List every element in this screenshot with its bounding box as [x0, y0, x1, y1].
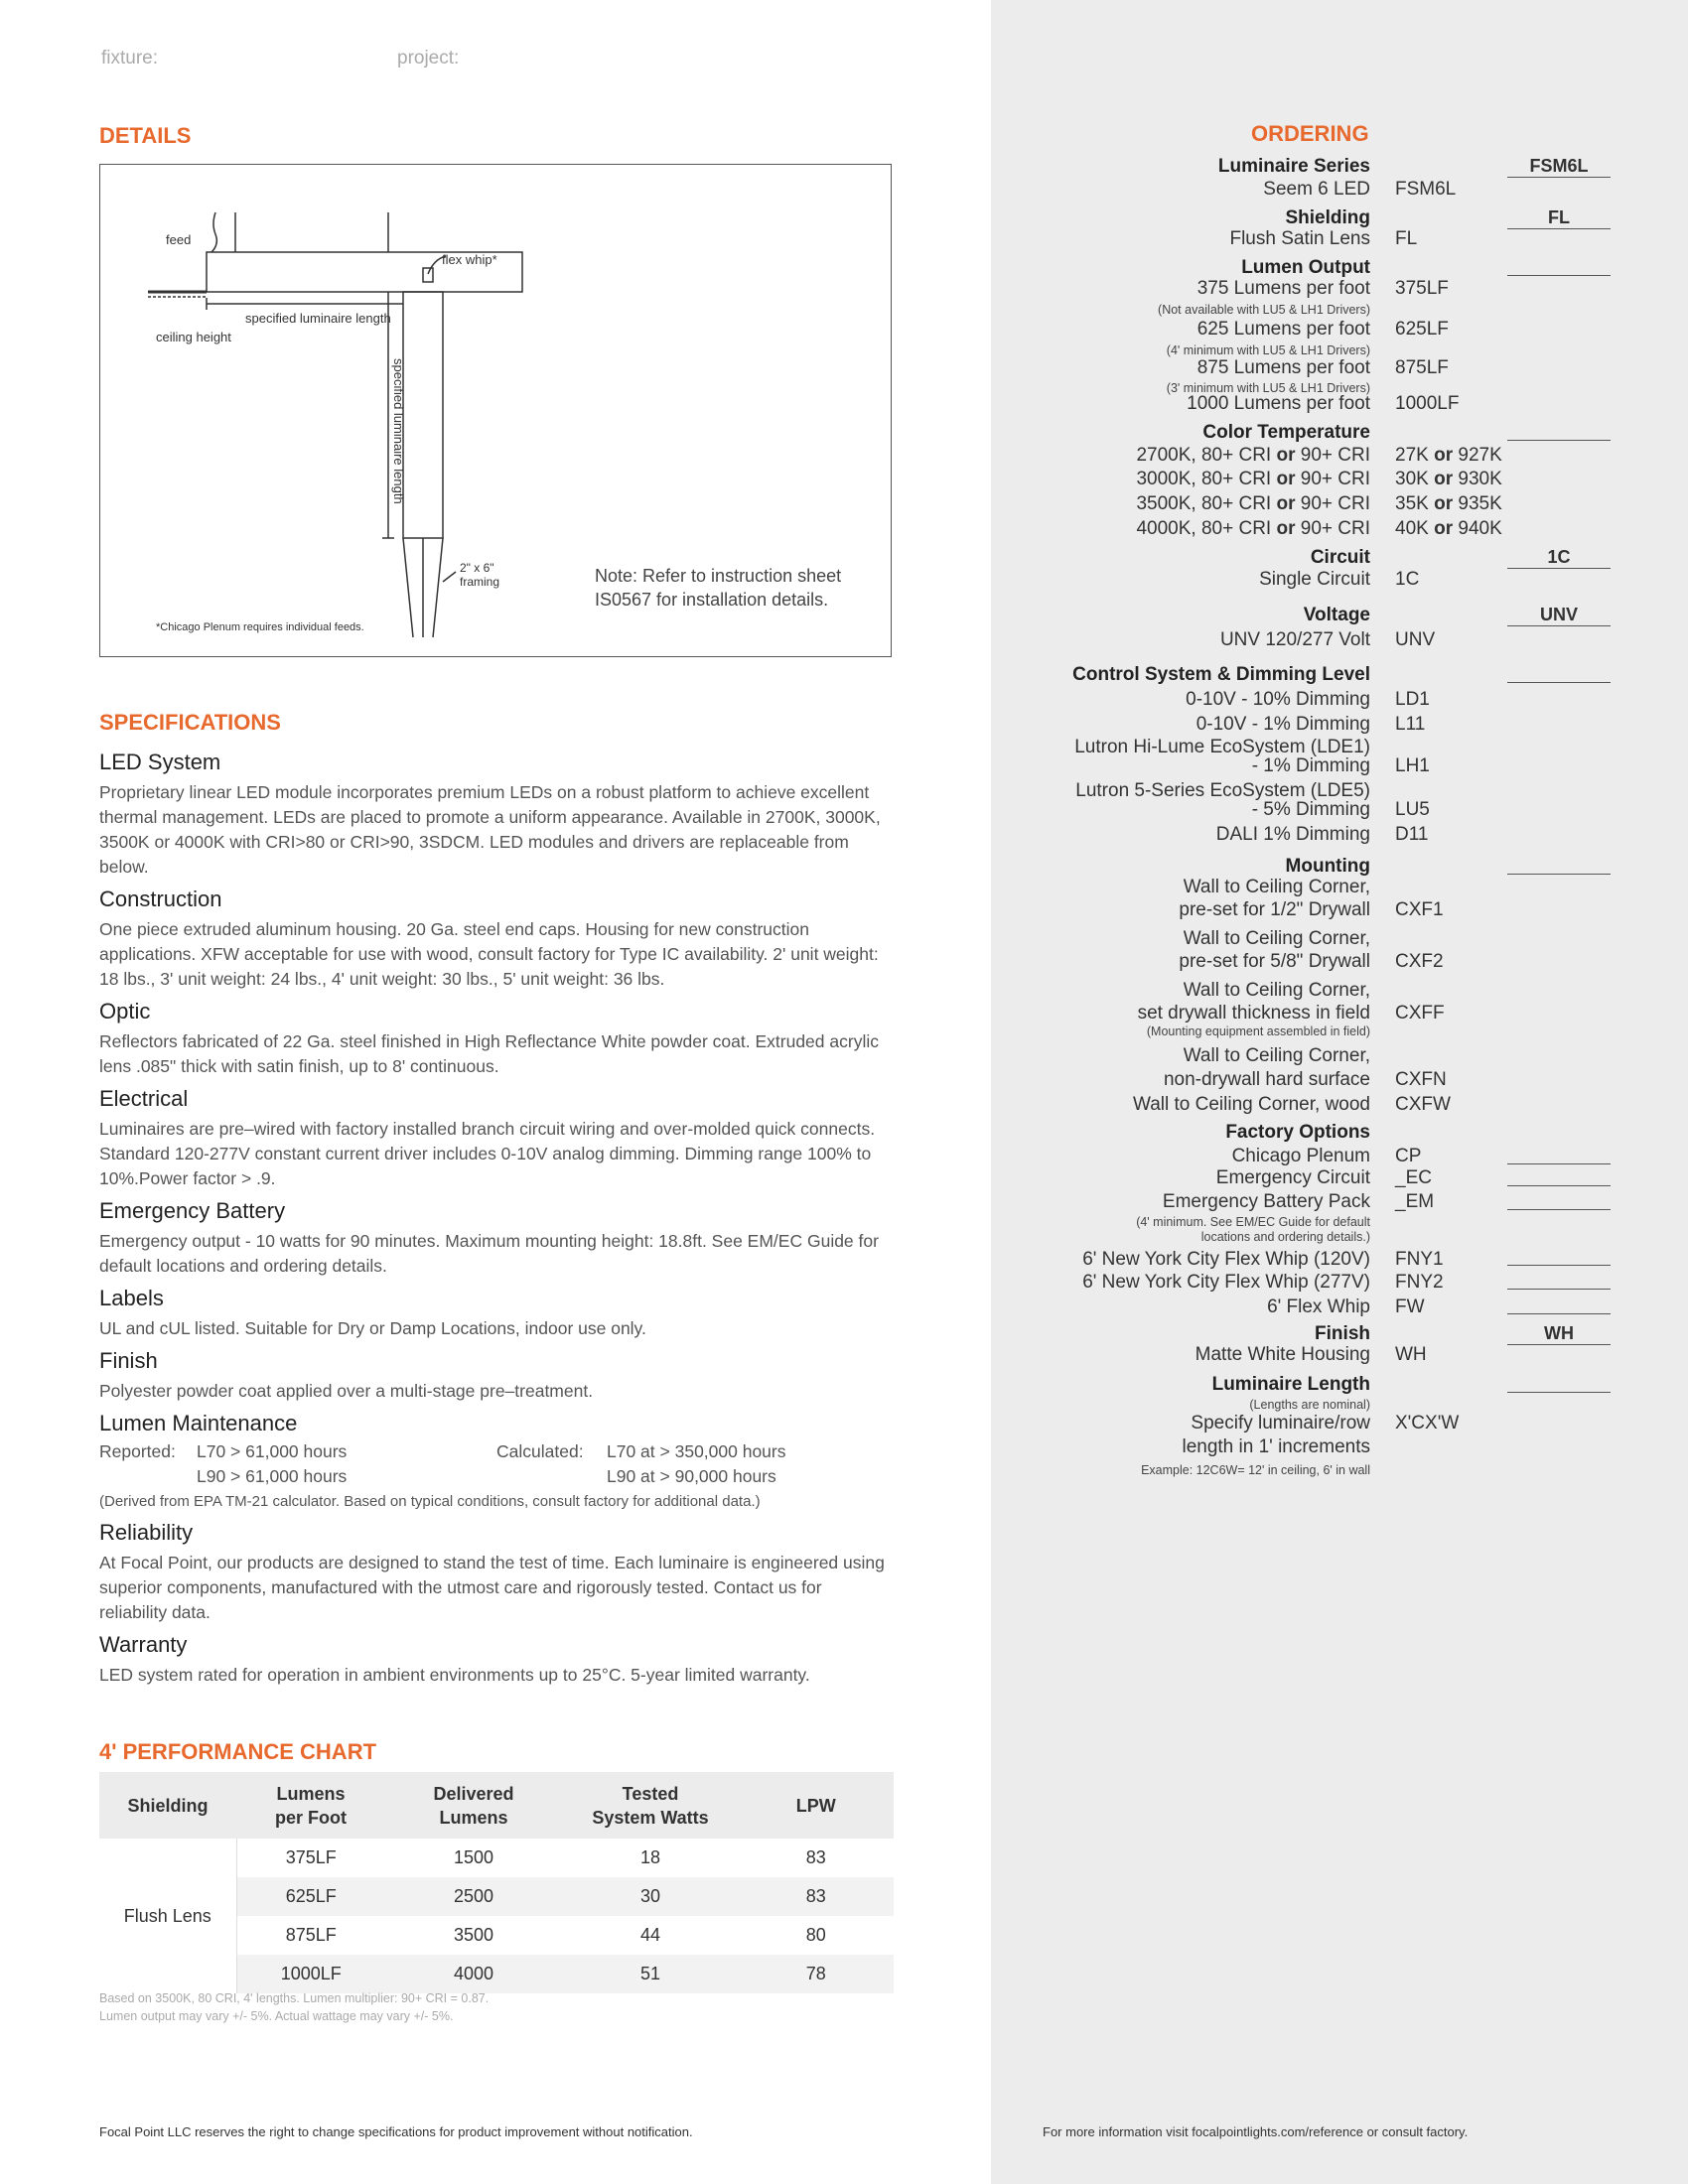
factory-option-fny2: 6' New York City Flex Whip (277V): [1082, 1272, 1370, 1293]
reported-l90: L90 > 61,000 hours: [197, 1466, 348, 1486]
luminaire-series-code: FSM6L: [1395, 179, 1457, 200]
lumen-output-note-625: (4' minimum with LU5 & LH1 Drivers): [1166, 343, 1370, 357]
shielding-code: FL: [1395, 228, 1418, 249]
lumen-output-option-375: 375 Lumens per foot: [1196, 278, 1370, 299]
footer-more-info: For more information visit focalpointlights.com/reference or consult factory.: [1043, 2124, 1469, 2139]
emergency-battery-heading: Emergency Battery: [99, 1198, 286, 1223]
or-text: or: [1434, 493, 1454, 514]
control-option-lu5-line2: - 5% Dimming: [1251, 799, 1370, 820]
warranty-heading: Warranty: [99, 1632, 188, 1657]
luminaire-series-selection[interactable]: FSM6L: [1507, 156, 1611, 178]
factory-options-heading: Factory Options: [1225, 1122, 1370, 1143]
mounting-option-cxff-line1: Wall to Ceiling Corner,: [1183, 980, 1370, 1001]
mounting-heading: Mounting: [1285, 856, 1370, 877]
col-shielding: Shielding: [99, 1772, 236, 1839]
mounting-option-cxf2-line2: pre-set for 5/8" Drywall: [1179, 951, 1370, 972]
or-text: or: [1276, 469, 1296, 489]
code-40k: 40K: [1395, 518, 1429, 539]
control-system-heading: Control System & Dimming Level: [1072, 664, 1370, 685]
factory-option-fny1: 6' New York City Flex Whip (120V): [1082, 1249, 1370, 1270]
ceiling-height-label: ceiling height: [156, 330, 231, 344]
finish-code: WH: [1395, 1344, 1427, 1365]
control-system-selection[interactable]: [1507, 664, 1611, 683]
system-watts-cell: 51: [562, 1955, 739, 1993]
code-30k: 30K: [1395, 469, 1429, 489]
lumens-per-foot-cell: 1000LF: [236, 1955, 385, 1993]
finish-option: Matte White Housing: [1195, 1344, 1370, 1365]
code-27k: 27K: [1395, 445, 1429, 466]
color-temp-option-3000: [1136, 469, 1370, 490]
system-watts-cell: 30: [562, 1877, 739, 1916]
factory-option-em-selection[interactable]: [1507, 1191, 1611, 1210]
system-watts-cell: 18: [639, 1847, 661, 1867]
control-option-d11: DALI 1% Dimming: [1215, 824, 1370, 845]
color-temperature-selection[interactable]: [1507, 422, 1611, 441]
color-temp-option-3500: [1136, 493, 1370, 515]
luminaire-length-code: X'CX'W: [1395, 1413, 1460, 1433]
lpw-cell: 80: [805, 1925, 826, 1945]
or-text: or: [1434, 518, 1454, 539]
construction-heading: Construction: [99, 887, 222, 911]
performance-note-1: Based on 3500K, 80 CRI, 4' lengths. Lumen multiplier: 90+ CRI = 0.87.: [99, 1991, 490, 2005]
col-tested-system-watts: Tested System Watts: [562, 1772, 739, 1839]
warranty-text: LED system rated for operation in ambient environments up to 25°C. 5-year limited warranty.: [99, 1665, 810, 1685]
specified-length-label-horizontal: specified luminaire length: [245, 311, 391, 326]
color-temp-3000-90: 90+ CRI: [1300, 469, 1370, 489]
mounting-option-cxf2-line1: Wall to Ceiling Corner,: [1183, 928, 1370, 949]
lpw-cell: 78: [739, 1955, 894, 1993]
table-row: [99, 1839, 894, 1877]
factory-code-ec: _EC: [1395, 1167, 1432, 1188]
voltage-code: UNV: [1395, 629, 1436, 650]
delivered-lumens-cell: 4000: [385, 1955, 562, 1993]
or-text: or: [1434, 445, 1454, 466]
system-watts-cell: 44: [639, 1925, 661, 1945]
finish-text: Polyester powder coat applied over a multi-stage pre–treatment.: [99, 1381, 594, 1401]
luminaire-series-heading: Luminaire Series: [1217, 156, 1370, 177]
lumen-output-code-625: 625LF: [1395, 319, 1449, 340]
framing-label-line: 2" x 6": [460, 561, 494, 575]
lpw-cell: 83: [739, 1877, 894, 1916]
color-temp-2700-80: 2700K, 80+ CRI: [1136, 445, 1272, 466]
control-code-d11: D11: [1395, 824, 1429, 845]
factory-option-fny1-selection[interactable]: [1507, 1247, 1611, 1266]
voltage-heading: Voltage: [1303, 605, 1370, 625]
color-temp-option-4000: [1136, 518, 1370, 540]
performance-table: [99, 1772, 894, 1993]
code-930k: 930K: [1458, 469, 1502, 489]
control-option-l11: 0-10V - 1% Dimming: [1196, 714, 1370, 735]
calculated-l70: L70 at > 350,000 hours: [607, 1441, 786, 1461]
or-text: or: [1276, 518, 1296, 539]
voltage-selection[interactable]: UNV: [1507, 605, 1611, 626]
color-temp-3500-80: 3500K, 80+ CRI: [1136, 493, 1272, 514]
factory-option-cp: Chicago Plenum: [1231, 1146, 1370, 1166]
fixture-label: fixture:: [101, 48, 159, 68]
lumen-output-note-875: (3' minimum with LU5 & LH1 Drivers): [1166, 381, 1370, 395]
project-label: project:: [397, 48, 460, 68]
luminaire-length-note: (Lengths are nominal): [1249, 1398, 1370, 1412]
finish-heading: Finish: [99, 1348, 158, 1373]
lumen-maintenance-note: (Derived from EPA TM-21 calculator. Based on typical conditions, consult factory for additional data.): [99, 1493, 761, 1510]
installation-diagram: [99, 164, 892, 657]
lpw-cell: 83: [805, 1847, 826, 1867]
color-temp-3000-80: 3000K, 80+ CRI: [1136, 469, 1272, 489]
control-option-lh1-line1: Lutron Hi-Lume EcoSystem (LDE1): [1074, 737, 1370, 757]
mounting-option-cxfn-line2: non-drywall hard surface: [1163, 1069, 1370, 1090]
shielding-option: Flush Satin Lens: [1229, 228, 1370, 249]
control-option-ld1: 0-10V - 10% Dimming: [1186, 689, 1370, 710]
mounting-code-cxff: CXFF: [1395, 1003, 1445, 1024]
electrical-heading: Electrical: [99, 1086, 189, 1111]
circuit-option: Single Circuit: [1259, 569, 1370, 590]
control-code-ld1: LD1: [1395, 689, 1430, 710]
color-temp-code-3500: [1395, 493, 1502, 515]
factory-option-em-note-1: (4' minimum. See EM/EC Guide for default: [1136, 1215, 1370, 1229]
lumen-output-code-375: 375LF: [1395, 278, 1449, 299]
reported-l70: L70 > 61,000 hours: [197, 1441, 348, 1461]
luminaire-length-example: Example: 12C6W= 12' in ceiling, 6' in wall: [1141, 1463, 1370, 1477]
labels-heading: Labels: [99, 1286, 164, 1310]
lumen-output-code-875: 875LF: [1395, 357, 1449, 378]
factory-option-em: Emergency Battery Pack: [1162, 1191, 1370, 1212]
lumen-output-option-625: 625 Lumens per foot: [1196, 319, 1370, 340]
code-35k: 35K: [1395, 493, 1429, 514]
lumens-per-foot-cell: 375LF: [285, 1847, 337, 1867]
factory-option-fny2-selection[interactable]: [1507, 1271, 1611, 1290]
factory-option-ec-selection[interactable]: [1507, 1167, 1611, 1186]
emergency-battery-text: Emergency output - 10 watts for 90 minutes. Maximum mounting height: 18.8ft. See EM/EC Guide for default locations and ordering details.: [99, 1231, 879, 1276]
calculated-l90: L90 at > 90,000 hours: [607, 1466, 776, 1486]
color-temperature-heading: Color Temperature: [1202, 422, 1370, 443]
delivered-lumens-cell: 3500: [453, 1925, 494, 1945]
mounting-option-cxff-line2: set drywall thickness in field: [1137, 1003, 1370, 1024]
or-text: or: [1276, 445, 1296, 466]
mounting-selection[interactable]: [1507, 856, 1611, 875]
mounting-code-cxfn: CXFN: [1395, 1069, 1447, 1090]
or-text: or: [1434, 469, 1454, 489]
factory-option-ec: Emergency Circuit: [1215, 1167, 1370, 1188]
color-temp-code-4000: [1395, 518, 1502, 540]
or-text: or: [1276, 493, 1296, 514]
performance-note-2: Lumen output may vary +/- 5%. Actual wattage may vary +/- 5%.: [99, 2009, 454, 2023]
reliability-text: At Focal Point, our products are designed to stand the test of time. Each luminaire is engineered using superior components, manufactured with the utmost care and rigorously tested. Contact us for reliability data.: [99, 1553, 885, 1622]
control-option-lh1-line2: - 1% Dimming: [1251, 755, 1370, 776]
color-temp-3500-90: 90+ CRI: [1300, 493, 1370, 514]
lumens-per-foot-cell: 625LF: [236, 1877, 385, 1916]
control-option-lu5-line1: Lutron 5-Series EcoSystem (LDE5): [1075, 780, 1370, 801]
factory-code-fny2: FNY2: [1395, 1272, 1444, 1293]
lumens-per-foot-cell: 875LF: [285, 1925, 337, 1945]
mounting-code-cxf1: CXF1: [1395, 899, 1444, 920]
luminaire-length-heading: Luminaire Length: [1211, 1374, 1370, 1395]
feed-label: feed: [166, 232, 192, 247]
mounting-option-cxf1-line1: Wall to Ceiling Corner,: [1183, 877, 1370, 897]
ordering-title: ORDERING: [1251, 121, 1369, 146]
flex-whip-label: flex whip*: [442, 252, 497, 267]
col-lpw: LPW: [739, 1772, 894, 1839]
shielding-selection[interactable]: FL: [1507, 207, 1611, 229]
chicago-plenum-note: *Chicago Plenum requires individual feeds.: [156, 621, 364, 633]
reliability-heading: Reliability: [99, 1520, 194, 1545]
circuit-selection[interactable]: 1C: [1507, 547, 1611, 569]
code-935k: 935K: [1458, 493, 1502, 514]
performance-chart-title: 4' PERFORMANCE CHART: [99, 1739, 377, 1764]
optic-heading: Optic: [99, 999, 151, 1024]
factory-code-cp: CP: [1395, 1146, 1422, 1166]
color-temp-code-3000: [1395, 469, 1502, 490]
control-code-lu5: LU5: [1395, 799, 1430, 820]
control-code-l11: L11: [1395, 714, 1426, 735]
framing-label-line: framing: [460, 575, 500, 589]
luminaire-length-option-line1: Specify luminaire/row: [1191, 1413, 1370, 1433]
led-system-heading: LED System: [99, 750, 221, 774]
finish-heading: Finish: [1315, 1323, 1370, 1344]
framing-label: [460, 561, 499, 589]
lumen-maintenance-values: [99, 1441, 894, 1491]
delivered-lumens-cell: 2500: [385, 1877, 562, 1916]
factory-option-fw-selection[interactable]: [1507, 1296, 1611, 1314]
performance-notes: [99, 1989, 489, 2025]
performance-header-row: [99, 1772, 894, 1839]
lumen-maintenance-heading: Lumen Maintenance: [99, 1411, 298, 1435]
color-temp-4000-90: 90+ CRI: [1300, 518, 1370, 539]
reported-label: Reported:: [99, 1441, 176, 1461]
instruction-sheet-note: Note: Refer to instruction sheet IS0567 for installation details.: [595, 566, 842, 610]
color-temp-4000-80: 4000K, 80+ CRI: [1136, 518, 1272, 539]
mounting-option-cxfw: Wall to Ceiling Corner, wood: [1132, 1094, 1370, 1115]
specified-length-label-vertical: specified luminaire length: [391, 358, 406, 504]
mounting-note-cxff: (Mounting equipment assembled in field): [1146, 1024, 1370, 1038]
labels-text: UL and cUL listed. Suitable for Dry or Damp Locations, indoor use only.: [99, 1318, 646, 1338]
lumen-output-heading: Lumen Output: [1241, 257, 1370, 278]
code-927k: 927K: [1458, 445, 1502, 466]
led-system-text: Proprietary linear LED module incorporates premium LEDs on a robust platform to achieve excellent thermal management. LEDs are placed to promote a uniform appearance. Available in 2700K, 3000K, 3500K or 4000K with CRI>80 or CRI>90, 3SDCM. LED modules and drivers are replaceable from below.: [99, 782, 881, 877]
factory-option-em-note-2: locations and ordering details.): [1200, 1230, 1370, 1244]
lumen-output-code-1000: 1000LF: [1395, 393, 1460, 414]
color-temp-option-2700: [1136, 445, 1370, 467]
factory-option-cp-selection[interactable]: [1507, 1146, 1611, 1164]
mounting-option-cxfn-line1: Wall to Ceiling Corner,: [1183, 1045, 1370, 1066]
luminaire-length-selection[interactable]: [1507, 1374, 1611, 1393]
specifications-title: SPECIFICATIONS: [99, 710, 281, 735]
mounting-code-cxfw: CXFW: [1395, 1094, 1451, 1115]
circuit-code: 1C: [1395, 569, 1420, 590]
lumen-output-option-875: 875 Lumens per foot: [1196, 357, 1370, 378]
optic-text: Reflectors fabricated of 22 Ga. steel finished in High Reflectance White powder coat. Extruded acrylic lens .085" thick with satin finish, up to 8' continuous.: [99, 1031, 879, 1076]
lumen-output-option-1000: 1000 Lumens per foot: [1187, 393, 1370, 414]
luminaire-length-option-line2: length in 1' increments: [1182, 1436, 1370, 1457]
calculated-label: Calculated:: [496, 1441, 584, 1461]
delivered-lumens-cell: 1500: [453, 1847, 494, 1867]
col-lumens-per-foot: Lumens per Foot: [236, 1772, 385, 1839]
mounting-code-cxf2: CXF2: [1395, 951, 1444, 972]
factory-code-em: _EM: [1395, 1191, 1435, 1212]
shielding-cell: Flush Lens: [99, 1839, 236, 1993]
col-delivered-lumens: Delivered Lumens: [385, 1772, 562, 1839]
luminaire-series-option: Seem 6 LED: [1263, 179, 1370, 200]
electrical-text: Luminaires are pre–wired with factory installed branch circuit wiring and over-molded quick connects. Standard 120-277V constant current driver includes 0-10V analog dimming. Dimming range 100% to 10%.Power factor > .9.: [99, 1119, 876, 1188]
specifications-section: [99, 743, 894, 1688]
details-title: DETAILS: [99, 123, 192, 148]
code-940k: 940K: [1458, 518, 1502, 539]
control-code-lh1: LH1: [1395, 755, 1430, 776]
circuit-heading: Circuit: [1310, 547, 1370, 568]
shielding-heading: Shielding: [1285, 207, 1370, 228]
lumen-output-note-375: (Not available with LU5 & LH1 Drivers): [1158, 303, 1370, 317]
mounting-option-cxf1-line2: pre-set for 1/2" Drywall: [1179, 899, 1370, 920]
finish-selection[interactable]: WH: [1507, 1323, 1611, 1345]
lumen-output-selection[interactable]: [1507, 257, 1611, 276]
construction-text: One piece extruded aluminum housing. 20 Ga. steel end caps. Housing for new construction applications. XFW acceptable for use with wood, consult factory for Type IC availability. 2' unit weight: 18 lbs., 3' unit weight: 24 lbs., 4' unit weight: 30 lbs., 5' unit weight: 36 lbs.: [99, 919, 879, 989]
voltage-option: UNV 120/277 Volt: [1219, 629, 1370, 650]
factory-code-fny1: FNY1: [1395, 1249, 1444, 1270]
factory-option-fw: 6' Flex Whip: [1267, 1297, 1370, 1317]
color-temp-code-2700: [1395, 445, 1502, 467]
color-temp-2700-90: 90+ CRI: [1300, 445, 1370, 466]
factory-code-fw: FW: [1395, 1297, 1425, 1317]
footer-disclaimer: Focal Point LLC reserves the right to change specifications for product improvement without notification.: [99, 2124, 693, 2139]
